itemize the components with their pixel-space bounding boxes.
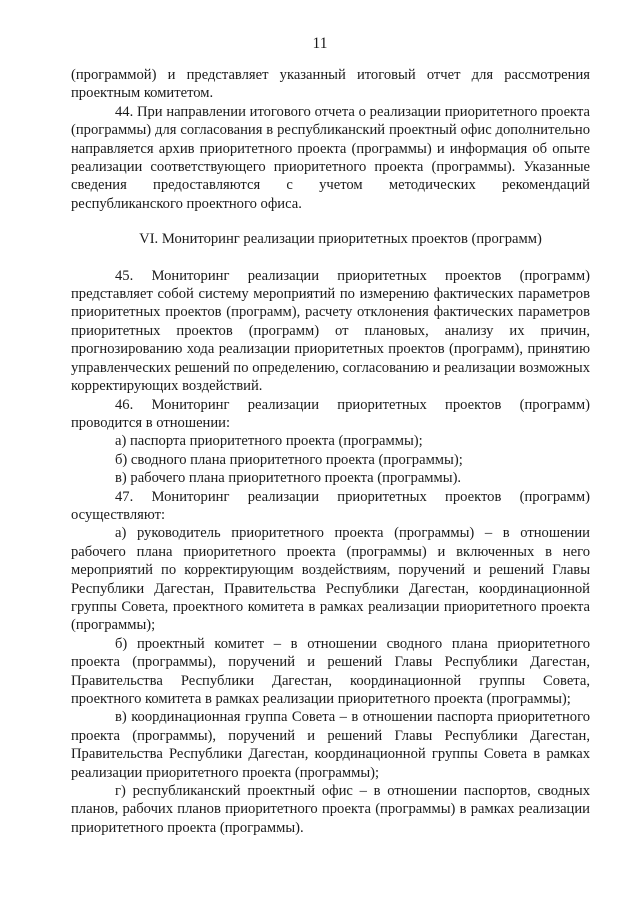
- paragraph-45: 45. Мониторинг реализации приоритетных проектов (программ) представляет собой систему мероприятий по измерению фактических параметров приоритетных проектов (программ), расчету отклонения фактических параметров приоритетных проектов (программ) от плановых, анализу их причин, прогнозированию хода реализации приоритетных проектов (программ), принятию управленческих решений по определению, согласованию и реализации возможных корректирующих воздействий.: [71, 267, 590, 395]
- list-item-47c: в) координационная группа Совета – в отношении паспорта приоритетного проекта (программы), поручений и решений Главы Республики Дагестан, Правительства Республики Дагестан, координационной группы Совета в рамках реализации приоритетного проекта (программы);: [71, 709, 590, 781]
- list-item-47b: б) проектный комитет – в отношении сводного плана приоритетного проекта (программы), поручений и решений Главы Республики Дагестан, Правительства Республики Дагестан, координационной группы Совета, проектного комитета в рамках реализации приоритетного проекта (программы);: [71, 635, 590, 707]
- paragraph: (программой) и представляет указанный итоговый отчет для рассмотрения проектным комитетом.: [71, 67, 590, 102]
- list-item-47a: а) руководитель приоритетного проекта (программы) – в отношении рабочего плана приоритетного проекта (программы) и включенных в него мероприятий по корректирующим воздействиям, поручений и решений Главы Республики Дагестан, Правительства Республики Дагестан, координационной группы Совета, проектного комитета в рамках реализации приоритетного проекта (программы);: [71, 525, 590, 634]
- paragraph-44: 44. При направлении итогового отчета о реализации приоритетного проекта (программы) для согласования в республиканский проектный офис дополнительно направляется архив приоритетного проекта (программы) и информация об опыте реализации соответствующего приоритетного проекта (программы). Указанные сведения предоставляются с учетом методических рекомендаций республиканского проектного офиса.: [71, 103, 590, 212]
- page-number: 11: [312, 35, 328, 52]
- list-item-47d: г) республиканский проектный офис – в отношении паспортов, сводных планов, рабочих планов приоритетного проекта (программы) в рамках реализации приоритетного проекта (программы).: [71, 783, 590, 836]
- section-heading: VI. Мониторинг реализации приоритетных проектов (программ): [139, 231, 542, 248]
- list-item-46a: а) паспорта приоритетного проекта (программы);: [115, 433, 423, 450]
- paragraph-47: 47. Мониторинг реализации приоритетных проектов (программ) осуществляют:: [71, 488, 590, 523]
- list-item-46b: б) сводного плана приоритетного проекта (программы);: [115, 451, 463, 468]
- list-item-46c: в) рабочего плана приоритетного проекта (программы).: [115, 470, 462, 487]
- document-body: [71, 66, 590, 837]
- paragraph-46: 46. Мониторинг реализации приоритетных проектов (программ) проводится в отношении:: [71, 396, 590, 431]
